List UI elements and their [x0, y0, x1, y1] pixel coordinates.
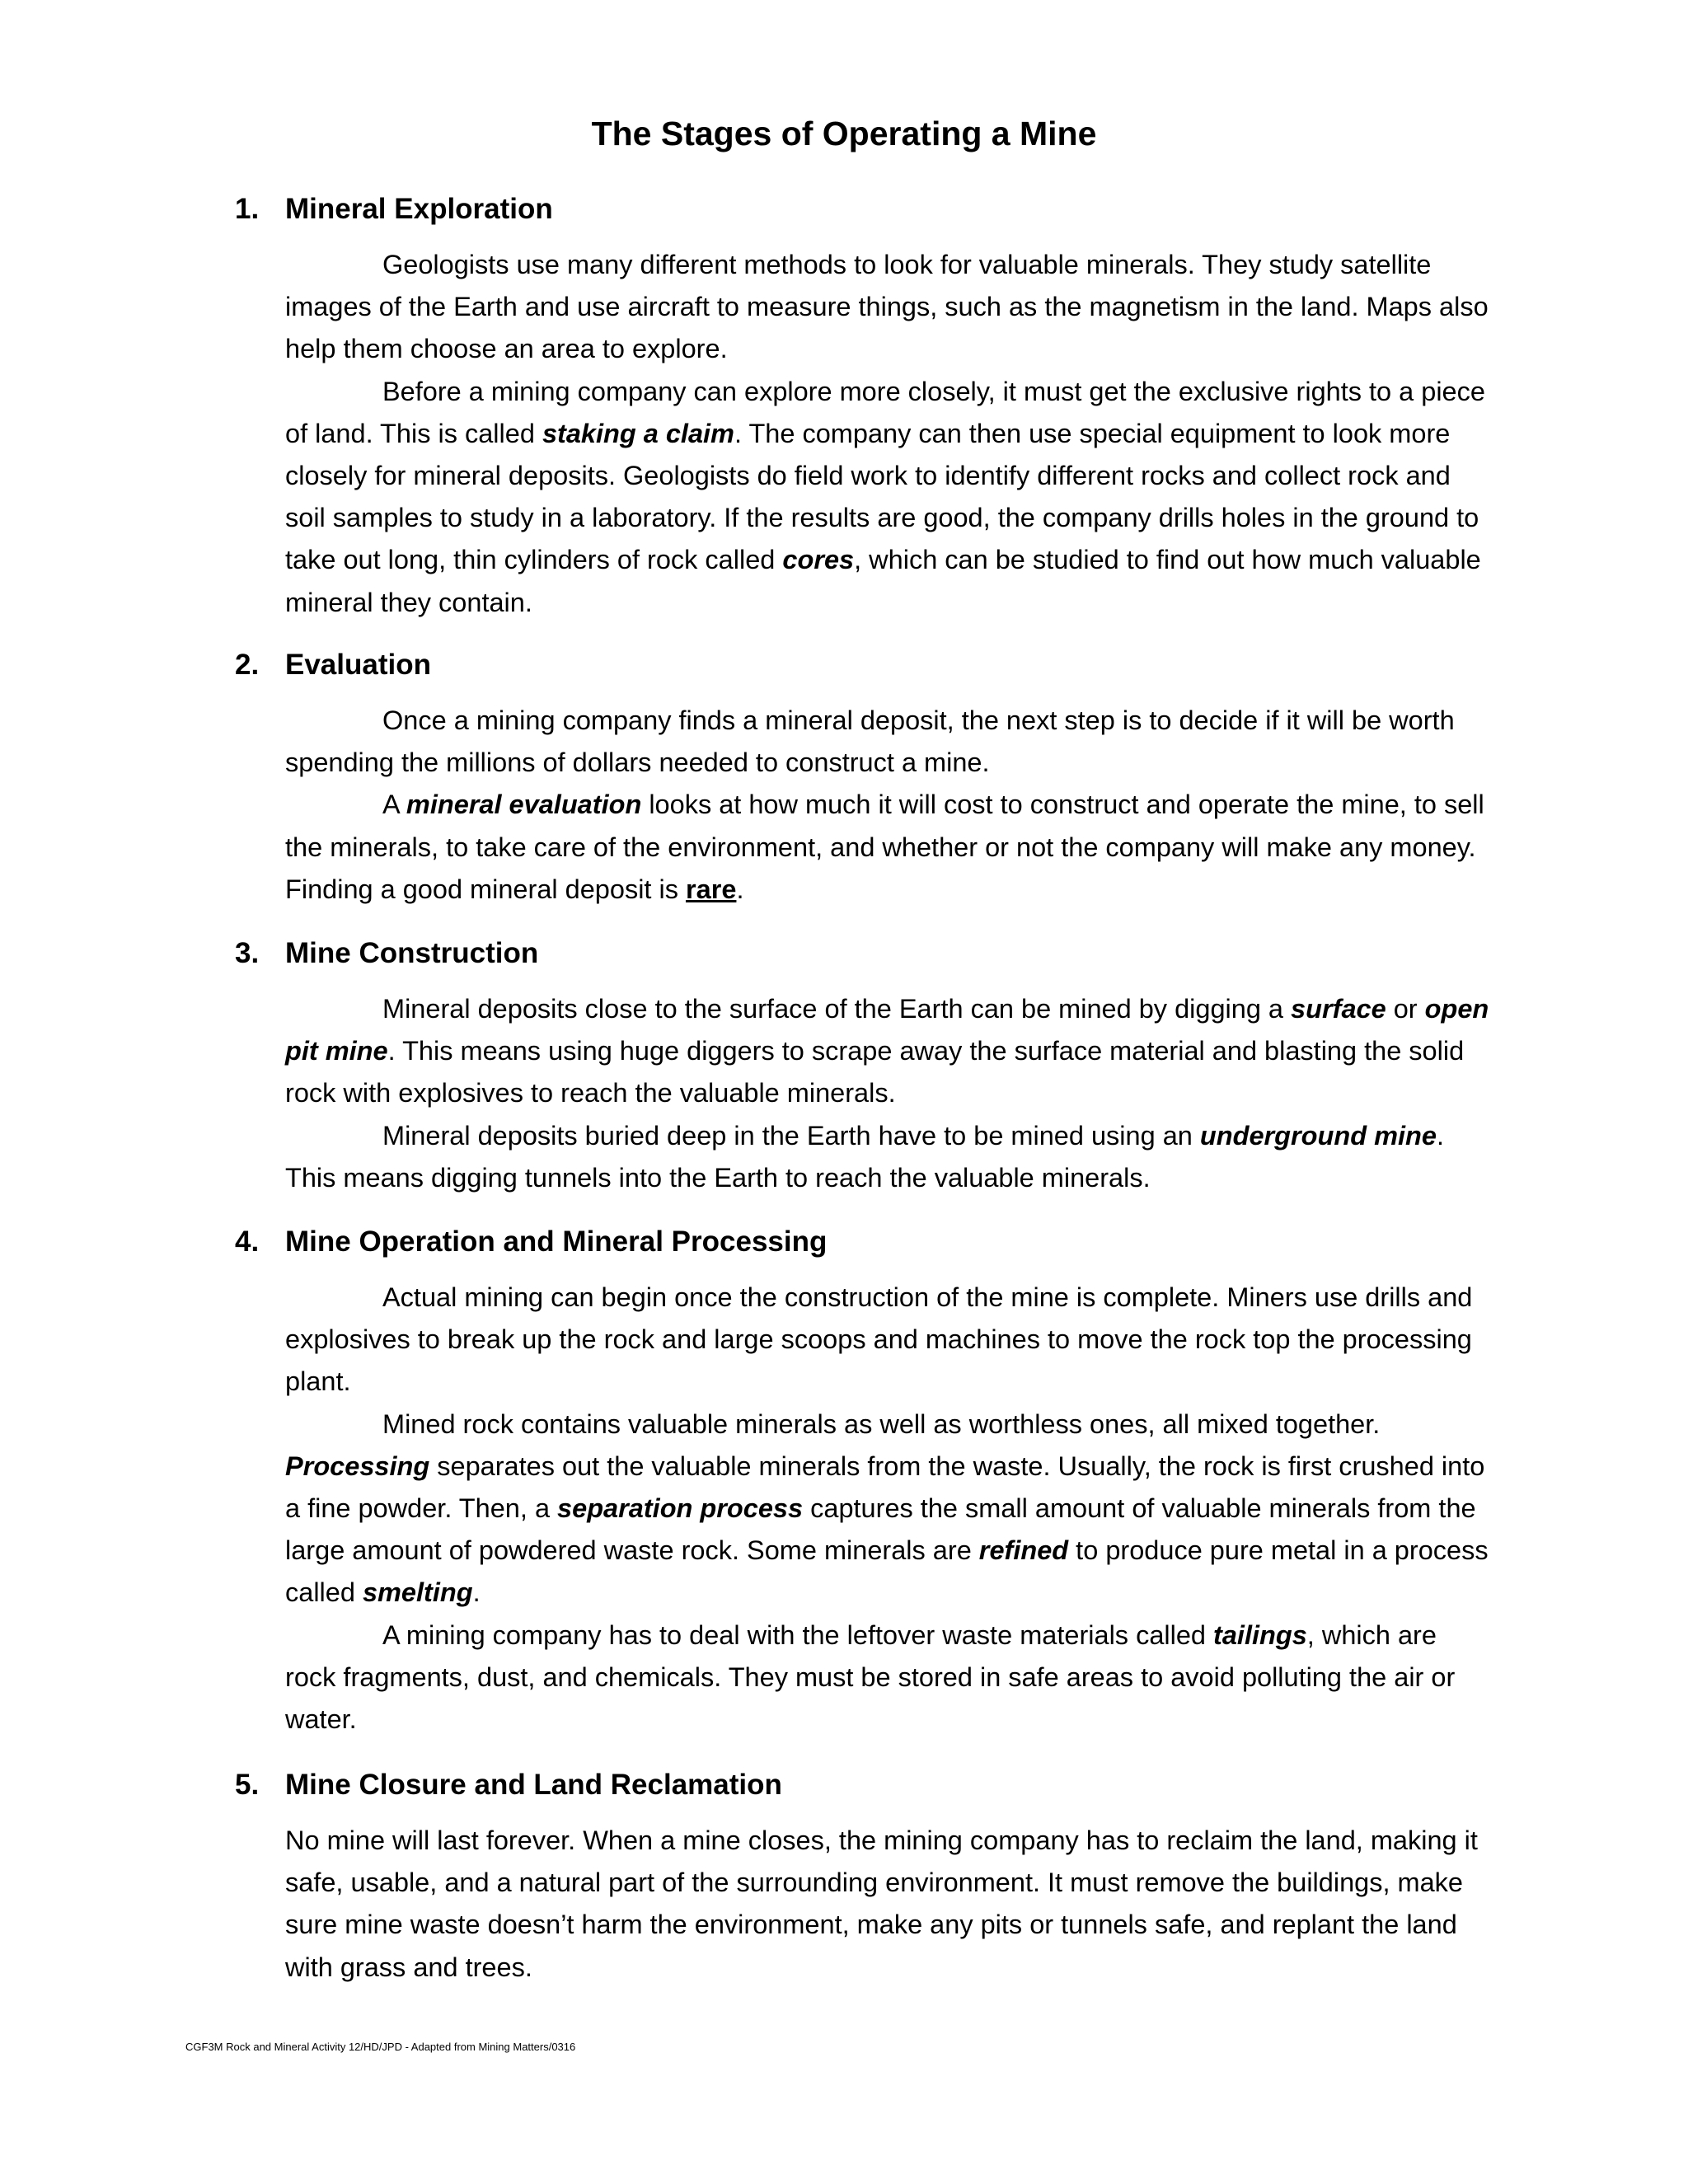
section-heading: [0, 640, 1688, 690]
paragraph: Mined rock contains valuable minerals as well as worthless ones, all mixed together. Processing separates out the valuable minerals from the waste. Usually, the rock is first crushed into a fine powder. Then, a separation process captures the small amount of valuable minerals from the large amount of powdered waste rock. Some minerals are refined to produce pure metal in a process called smelting.: [285, 1408, 1489, 1608]
section-mine-operation: [0, 1217, 1688, 1741]
paragraph: Mineral deposits buried deep in the Earth have to be mined using an underground mine. This means digging tunnels into the Earth to reach the valuable minerals.: [285, 1120, 1444, 1193]
section-mine-construction: [0, 929, 1688, 1199]
section-heading: [0, 1760, 1688, 1810]
key-term: mineral evaluation: [406, 790, 642, 820]
key-term: open pit mine: [285, 994, 1489, 1066]
paragraph: Once a mining company finds a mineral deposit, the next step is to decide if it will be worth spending the millions of dollars needed to construct a mine.: [285, 705, 1455, 778]
paragraph: Mineral deposits close to the surface of the Earth can be mined by digging a surface or open pit mine. This means using huge diggers to scrape away the surface material and blasting the solid rock with explosives to reach the valuable minerals.: [285, 994, 1489, 1108]
section-number: 4.: [235, 1226, 260, 1258]
key-term: cores: [782, 545, 855, 575]
section-heading: [0, 1217, 1688, 1267]
paragraph: No mine will last forever. When a mine closes, the mining company has to reclaim the land, making it safe, usable, and a natural part of the surrounding environment. It must remove the buildings, make sure mine waste doesn’t harm the environment, make any pits or tunnels safe, and replant the land with grass and trees.: [285, 1825, 1478, 1982]
section-number: 1.: [235, 193, 260, 225]
key-term: staking a claim: [542, 418, 734, 448]
section-heading: [0, 929, 1688, 978]
key-term: tailings: [1213, 1619, 1307, 1650]
section-number: 2.: [235, 649, 260, 681]
emphasized-term: rare: [685, 874, 737, 904]
paragraph: Before a mining company can explore more closely, it must get the exclusive rights to a piece of land. This is called staking a claim. The company can then use special equipment to look more closely for mineral deposits. Geologists do field work to identify different rocks and collect rock and soil samples to study in a laboratory. If the results are good, the company drills holes in the ground to take out long, thin cylinders of rock called cores, which can be studied to find out how much valuable mineral they contain.: [285, 376, 1485, 617]
key-term: underground mine: [1199, 1120, 1437, 1151]
paragraph: Geologists use many different methods to look for valuable minerals. They study satellite images of the Earth and use aircraft to measure things, such as the magnetism in the land. Maps also help them choose an area to explore.: [285, 250, 1489, 364]
page-title: The Stages of Operating a Mine: [591, 115, 1097, 152]
key-term: separation process: [557, 1493, 804, 1524]
section-title: Evaluation: [285, 649, 431, 681]
section-mineral-exploration: [0, 185, 1688, 624]
key-term: surface: [1291, 994, 1386, 1024]
section-heading: [0, 185, 1688, 234]
section-mine-closure: [0, 1760, 1688, 1989]
section-title: Mineral Exploration: [285, 193, 553, 225]
section-number: 5.: [235, 1769, 260, 1801]
key-term: Processing: [285, 1451, 430, 1481]
section-evaluation: [0, 640, 1688, 911]
paragraph: Actual mining can begin once the construction of the mine is complete. Miners use drills and explosives to break up the rock and large scoops and machines to move the rock top the processing plant.: [285, 1282, 1473, 1397]
page-footer: CGF3M Rock and Mineral Activity 12/HD/JPD - Adapted from Mining Matters/0316: [185, 2041, 576, 2053]
section-title: Mine Construction: [285, 937, 539, 969]
key-term: smelting: [362, 1577, 473, 1608]
section-number: 3.: [235, 937, 260, 969]
section-title: Mine Closure and Land Reclamation: [285, 1769, 782, 1801]
paragraph: A mineral evaluation looks at how much it will cost to construct and operate the mine, to sell the minerals, to take care of the environment, and whether or not the company will make any money. Finding a good mineral deposit is rare.: [285, 790, 1484, 904]
paragraph: A mining company has to deal with the leftover waste materials called tailings, which are rock fragments, dust, and chemicals. They must be stored in safe areas to avoid polluting the air or water.: [285, 1619, 1456, 1735]
key-term: refined: [978, 1535, 1069, 1566]
section-title: Mine Operation and Mineral Processing: [285, 1226, 828, 1258]
